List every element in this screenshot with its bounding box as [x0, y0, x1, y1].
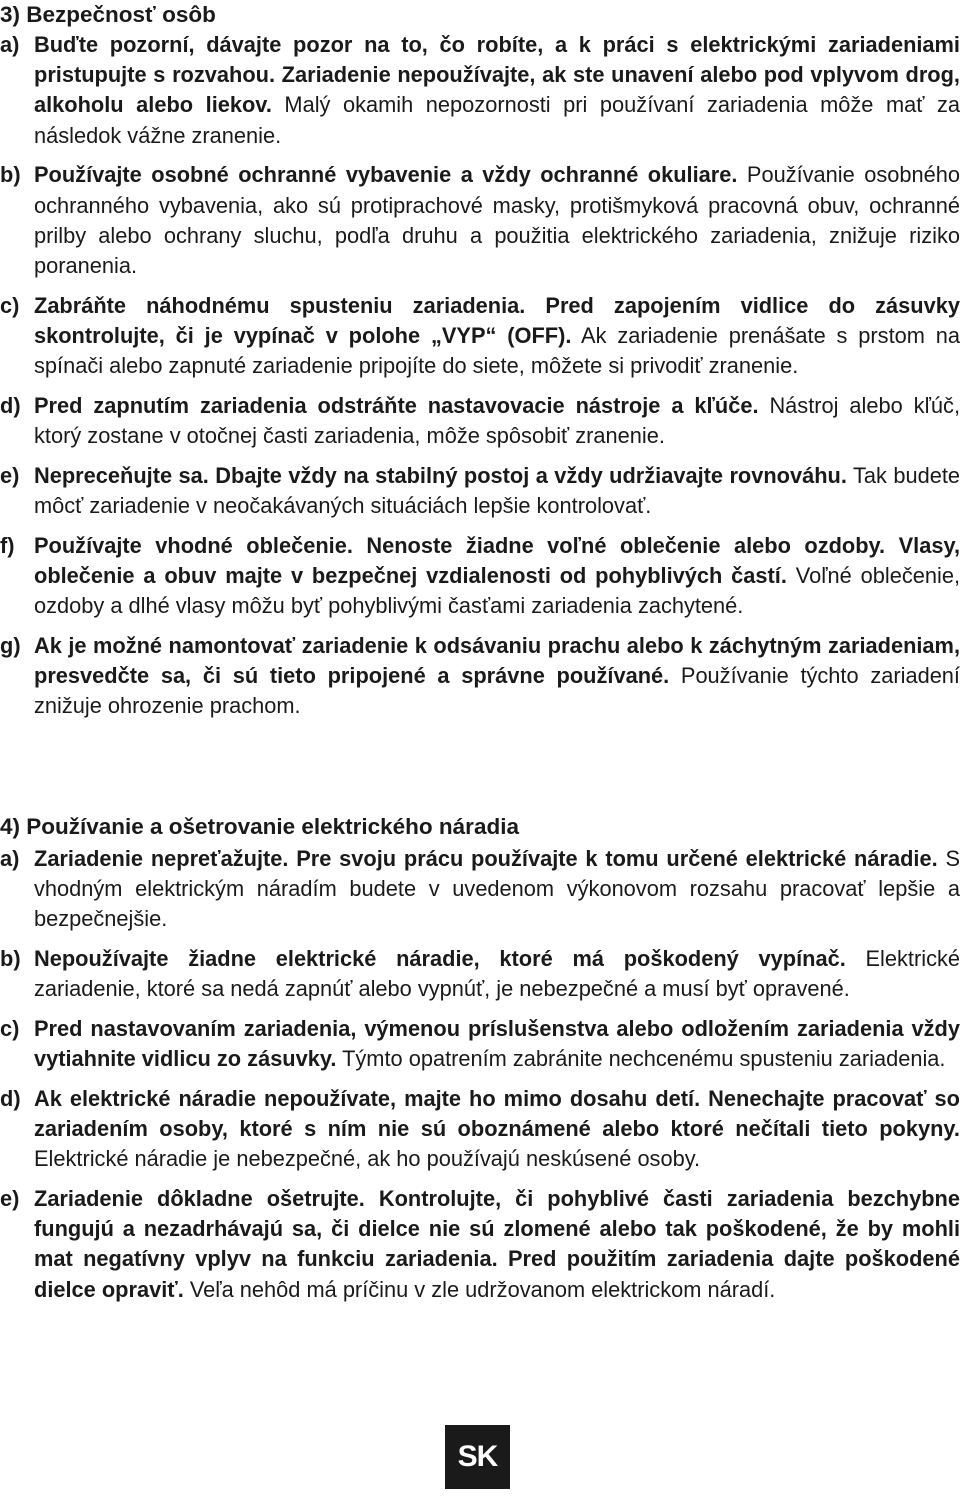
- item-text: Týmto opatrením zabránite nechcenému spusteniu zariadenia.: [336, 1046, 946, 1072]
- instruction-item: [0, 531, 960, 622]
- item-letter: b): [0, 946, 21, 972]
- instruction-item: [0, 30, 960, 151]
- item-letter: d): [0, 392, 21, 418]
- item-text: Elektrické náradie je nebezpečné, ak ho používajú neskúsené osoby.: [34, 1146, 701, 1172]
- item-text: Elektrické zariadenie, ktoré sa nedá zapnúť alebo vypnúť, je nebezpečné a musí byť opravené.: [34, 946, 960, 1002]
- item-text: S vhodným elektrickým náradím budete v uvedenom výkonovom rozsahu pracovať lepšie a bezpečnejšie.: [34, 846, 960, 932]
- item-text: Ak zariadenie prenášate s prstom na spínači alebo zapnuté zariadenie pripojíte do siete, môžete si privodiť zranenie.: [34, 322, 960, 379]
- instruction-item: [0, 1184, 960, 1305]
- section-personal-safety: [0, 30, 960, 731]
- item-text: Voľné oblečenie, ozdoby a dlhé vlasy môžu byť pohyblivými časťami zariadenia zachytené.: [34, 562, 960, 618]
- item-text: Používanie týchto zariadení znižuje ohrozenie prachom.: [34, 662, 960, 719]
- item-text: Veľa nehôd má príčinu v zle udržovanom elektrickom náradí.: [183, 1276, 776, 1302]
- instruction-item: [0, 631, 960, 722]
- item-text: Malý okamih nepozornosti pri používaní zariadenia môže mať za následok vážne zranenie.: [34, 92, 960, 148]
- section-tool-use-care: [0, 844, 960, 1314]
- item-bold-text: Nepreceňujte sa. Dbajte vždy na stabilný postoj a vždy udržiavajte rovnováhu.: [34, 462, 847, 488]
- item-letter: g): [0, 632, 21, 658]
- section-heading-personal-safety: 3) Bezpečnosť osôb: [0, 2, 216, 27]
- instruction-item: [0, 391, 960, 451]
- instruction-item: [0, 160, 960, 281]
- item-bold-text: Pred zapnutím zariadenia odstráňte nastavovacie nástroje a kľúče.: [34, 392, 759, 418]
- item-letter: c): [0, 292, 20, 318]
- item-bold-text: Používajte osobné ochranné vybavenie a vždy ochranné okuliare.: [34, 162, 738, 188]
- item-letter: a): [0, 32, 20, 57]
- instruction-item: [0, 1014, 960, 1074]
- item-bold-text: Používajte vhodné oblečenie. Nenoste žiadne voľné oblečenie alebo ozdoby. Vlasy, oblečenie a obuv majte v bezpečnej vzdialenosti od pohyblivých častí.: [34, 532, 960, 588]
- item-bold-text: Nepoužívajte žiadne elektrické náradie, ktoré má poškodený vypínač.: [34, 946, 846, 972]
- item-text: Tak budete môcť zariadenie v neočakávaných situáciách lepšie kontrolovať.: [34, 462, 960, 518]
- item-letter: e): [0, 462, 20, 488]
- item-letter: f): [0, 532, 15, 558]
- section-heading-tool-use-care: 4) Používanie a ošetrovanie elektrického náradia: [0, 814, 519, 839]
- instruction-item: [0, 1084, 960, 1175]
- item-letter: a): [0, 846, 20, 871]
- item-text: Používanie osobného ochranného vybavenia, ako sú protiprachové masky, protišmyková pracovná obuv, ochranné prilby alebo ochrany sluchu, podľa druhu a použitia elektrického zariadenia, znižuje riziko poranenia.: [34, 162, 960, 278]
- instruction-item: [0, 844, 960, 935]
- item-bold-text: Zabráňte náhodnému spusteniu zariadenia. Pred zapojením vidlice do zásuvky skontrolujte, či je vypínač v polohe „VYP“ (OFF).: [34, 292, 960, 348]
- instruction-item: [0, 291, 960, 382]
- item-letter: b): [0, 162, 21, 188]
- item-letter: c): [0, 1016, 20, 1042]
- item-letter: d): [0, 1085, 21, 1111]
- item-bold-text: Pred nastavovaním zariadenia, výmenou príslušenstva alebo odložením zariadenia vždy vytiahnite vidlicu zo zásuvky.: [34, 1016, 960, 1072]
- item-bold-text: Ak je možné namontovať zariadenie k odsávaniu prachu alebo k záchytným zariadeniam, presvedčte sa, či sú tieto pripojené a správne používané.: [34, 632, 960, 688]
- instruction-item: [0, 461, 960, 521]
- language-badge: SK: [445, 1425, 510, 1489]
- item-letter: e): [0, 1186, 20, 1212]
- item-bold-text: Zariadenie nepreťažujte. Pre svoju prácu používajte k tomu určené elektrické náradie.: [34, 846, 938, 871]
- item-text: Nástroj alebo kľúč, ktorý zostane v otočnej časti zariadenia, môže spôsobiť zranenie.: [34, 392, 960, 448]
- item-bold-text: Buďte pozorní, dávajte pozor na to, čo robíte, a k práci s elektrickými zariadeniami pristupujte s rozvahou. Zariadenie nepoužívajte, ak ste unavení alebo pod vplyvom drog, alkoholu alebo liekov.: [34, 32, 960, 118]
- instruction-item: [0, 944, 960, 1004]
- item-bold-text: Ak elektrické náradie nepoužívate, majte ho mimo dosahu detí. Nenechajte pracovať so zariadením osoby, ktoré s ním nie sú oboznámené alebo ktoré nečítali tieto pokyny.: [34, 1085, 960, 1142]
- item-bold-text: Zariadenie dôkladne ošetrujte. Kontrolujte, či pohyblivé časti zariadenia bezchybne fungujú a nezadrhávajú sa, či dielce nie sú zlomené alebo tak poškodené, že by mohli mat negatívny vplyv na funkciu zariadenia. Pred použitím zariadenia dajte poškodené dielce opraviť.: [34, 1186, 960, 1302]
